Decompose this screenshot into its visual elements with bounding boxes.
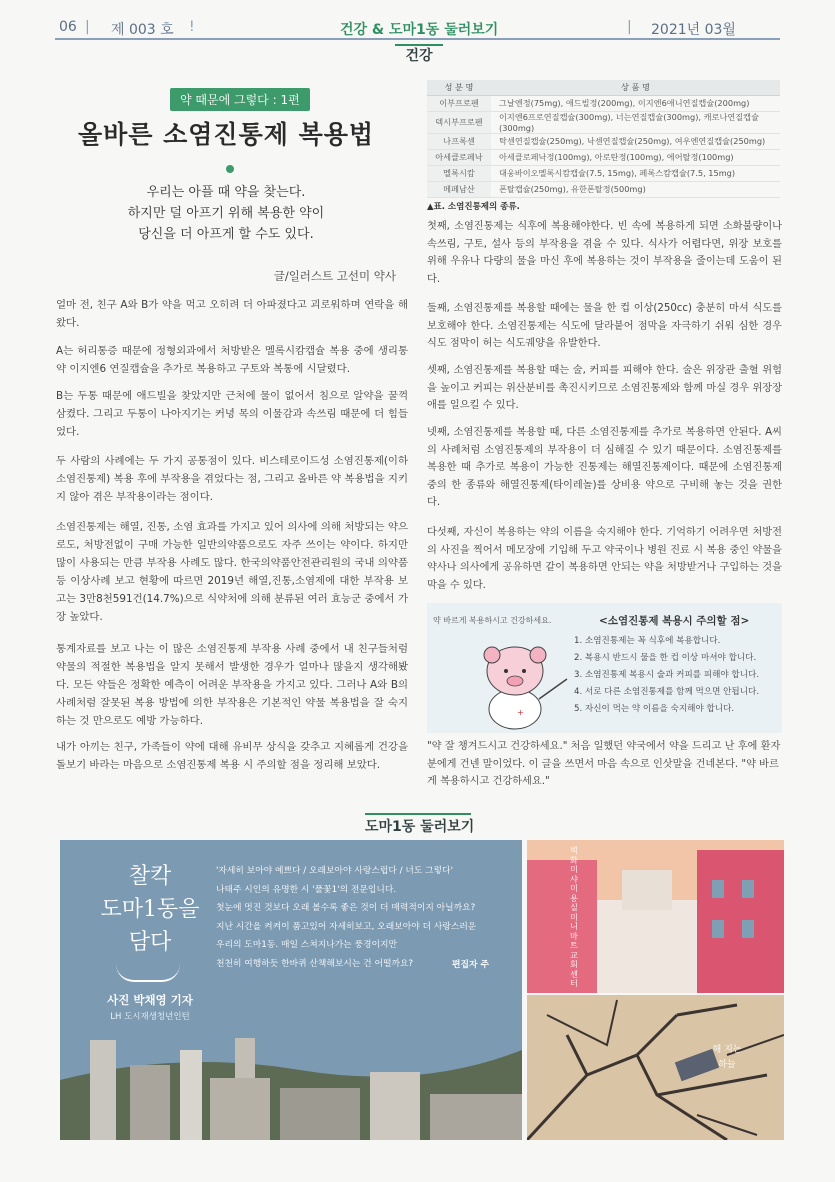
body-paragraph: 넷째, 소염진통제를 복용할 때, 다른 소염진통제를 추가로 복용하면 안된다. A씨의 사례처럼 소염진통제의 부작용이 더 심해질 수 있기 때문이다. 소염진통제를 복용한 때 추가로 복용이 가능한 진통제는 해열진통제이다. 때문에 소염진통제 중의 한 종류와 해열진통제(타이레놀)를 상비용 약으로 구비해 놓는 것을 권한다. (427, 427, 782, 509)
photo-essay-title (90, 860, 210, 959)
article-title: 올바른 소염진통제 복용법 (77, 120, 375, 149)
closing-paragraph: "약 잘 챙겨드시고 건강하세요." 처음 일했던 약국에서 약을 드리고 난 후에 환자분에게 건넨 말이었다. 이 글을 쓰면서 마음 속으로 인삿말을 건네본다. "약 바르게 복용하시고 건강하세요." (427, 741, 781, 788)
table-cell: 이부프로펜 (427, 95, 491, 111)
title-dot (226, 165, 234, 173)
body-paragraph: 내가 아끼는 친구, 가족들이 약에 대해 유비무 상식을 갖추고 지혜롭게 건강을 돌보기 바라는 마음으로 소염진통제 복용 시 주의할 점을 정리해 보았다. (56, 741, 408, 771)
table-cell: 탁센연질캡슐(250mg), 낙센연질캡슐(250mg), 여우엔연질캡슐(250mg) (491, 133, 780, 149)
body-paragraph: 둘째, 소염진통제를 복용할 때에는 물을 한 컵 이상(250cc) 충분히 마셔 식도를 보호해야 한다. 소염진통제는 식도에 달라붙어 점막을 자극하기 쉬워 심한 경우 식도 점막이 허는 식도궤양을 유발한다. (427, 303, 782, 350)
pharmacist-mascot-illustration (455, 629, 575, 731)
lead-line: 하지만 덜 아프기 위해 복용한 약이 (127, 206, 325, 221)
list-item: 1. 소염진통제는 꼭 식후에 복용합니다. (574, 636, 721, 646)
body-paragraph: 첫째, 소염진통제는 식후에 복용해야한다. 빈 속에 복용하게 되면 소화불량이나 속쓰림, 구토, 설사 등의 부작용을 겪을 수 있다. 식사가 어렵다면, 위장 보호를 위해 우유나 다량의 물을 마신 후에 복용하는 것이 부작용을 줄이는데 도움이 된다. (427, 221, 782, 285)
note-line: 천천히 여행하듯 한바퀴 산책해보시는 건 어떨까요? (216, 958, 414, 969)
list-item: 3. 소염진통제 복용시 술과 커피를 피해야 합니다. (574, 670, 760, 680)
body-paragraph: B는 두통 때문에 애드빌을 찾았지만 근처에 물이 없어서 침으로 알약을 꿀꺽 삼켰다. 그리고 두통이 나아지기는 커녕 목의 이물감과 속쓰림 때문에 더 힘들었다. (56, 390, 408, 438)
section-badge-health: 건강 (395, 44, 443, 66)
page-number: 06 (59, 19, 77, 35)
note-line: 나태주 시인의 유명한 시 '풀꽃1'의 전문입니다. (216, 884, 397, 895)
divider: | (85, 19, 90, 35)
city-skyline-photo (60, 1010, 522, 1140)
table-header-row (427, 80, 780, 95)
lead-line: 우리는 아플 때 약을 찾는다. (146, 185, 306, 200)
caution-box (427, 603, 782, 733)
editor-signature: 편집자 주 (452, 960, 490, 970)
list-item: 5. 자신이 먹는 약 이름을 숙지해야 합니다. (574, 704, 735, 714)
photo-caption: 해 지는 하늘 (712, 1045, 742, 1070)
table-row (427, 95, 780, 111)
list-item: 4. 서로 다른 소염진통제를 함께 먹으면 안됩니다. (574, 687, 760, 697)
body-paragraph: 통계자료를 보고 나는 이 많은 소염진통제 부작용 사례 중에서 내 친구들처럼 약물의 적절한 복용법을 알지 못해서 발생한 경우가 얼마나 많을지 생각해봤다. 모든 약들은 정확한 예측이 어려운 부작용을 가지고 있다. 그러나 A와 B의 사례처럼 잘못된 복용 방법에 의한 부작용은 기본적인 약물 복용법을 잘 숙지하는 것 만으로도 예방 가능하다. (56, 643, 408, 727)
title-line: 도마1동을 (100, 897, 200, 922)
nsaid-table (427, 80, 780, 198)
divider: ! (189, 19, 195, 35)
building-illustration (527, 840, 784, 993)
body-paragraph: 두 사람의 사례에는 두 가지 공통점이 있다. 비스테로이드성 소염진통제(이하 소염진통제) 복용 후에 부작용을 겪었다는 점, 그리고 올바른 약 복용법을 지키지 않아 겪은 부작용이라는 점이다. (56, 455, 408, 503)
caution-list (574, 633, 759, 718)
section-badge-domae: 도마1동 둘러보기 (365, 819, 475, 835)
table-row (427, 165, 780, 181)
table-cell: 멜록시캄 (427, 165, 491, 181)
table-cell: 아세클로페낙 (427, 149, 491, 165)
note-line: 첫눈에 멋진 것보다 오래 볼수록 좋은 것이 더 매력적이지 아닐까요? (216, 903, 476, 914)
issue-date: 2021년 03월 (651, 22, 736, 38)
table-cell: 이지엔6프로연질캡슐(300mg), 너는연질캡슐(300mg), 캐로나연질캡슐(300mg) (491, 111, 780, 133)
byline: 글/일러스트 고선미 약사 (273, 269, 396, 283)
body-paragraph: 얼마 전, 친구 A와 B가 약을 먹고 오히려 더 아파졌다고 괴로워하며 연락을 해왔다. (56, 299, 408, 329)
photo-vertical-caption: 벽화 미샤 미용실 미니 마트 교회 센터 (570, 845, 578, 988)
smile-decoration (116, 964, 180, 982)
table-row (427, 149, 780, 165)
page-header (55, 18, 780, 40)
note-line: 우리의 도마1동. 매일 스쳐지나가는 풍경이지만 (216, 940, 398, 951)
table-cell: 아세클로페낙정(100mg), 아로탄정(100mg), 에어탈정(100mg) (491, 149, 780, 165)
svg-text:+: + (517, 708, 524, 717)
table-cell: 그날엔정(75mg), 애드빌정(200mg), 이지엔6애니연질캡슐(200mg) (491, 95, 780, 111)
photo-essay-panel (60, 840, 522, 1140)
body-paragraph: 다섯째, 자신이 복용하는 약의 이름을 숙지해야 한다. 기억하기 어려우면 처방전의 사진을 찍어서 메모장에 기입해 두고 약국이나 병원 진료 시 복용 중인 약물을 약사나 의사에게 공유하면 같이 복용하면 안되는 약을 처방받거나 구입하는 것을 막을 수 있다. (427, 527, 782, 591)
table-cell: 나프록센 (427, 133, 491, 149)
body-paragraph: A는 허리통증 때문에 정형외과에서 처방받은 멜록시캄캡슐 복용 중에 생리통 약 이지엔6 연질캡슐을 추가로 복용하고 구토와 복통에 시달렸다. (56, 345, 408, 375)
title-line: 찰칵 (128, 864, 172, 889)
mascot-caption: 약 바르게 복용하시고 건강하세요. (433, 616, 552, 625)
list-item: 2. 복용시 반드시 물을 한 컵 이상 마셔야 합니다. (574, 653, 757, 663)
table-header: 성 분 명 (427, 80, 491, 95)
note-line: 지난 시간을 켜켜이 품고있어 자세히보고, 오래보아야 더 사랑스러운 (216, 921, 477, 932)
table-row (427, 111, 780, 133)
title-line: 담다 (128, 930, 172, 955)
body-paragraph: 셋째, 소염진통제를 복용할 때는 술, 커피를 피해야 한다. 술은 위장관 출혈 위험을 높이고 커피는 위산분비를 촉진시키므로 소염진통제와 함께 마실 경우 위장장애를 일으킬 수 있다. (427, 365, 782, 412)
table-cell: 메페남산 (427, 181, 491, 197)
table-cell: 대웅바이오멜록시캄캡슐(7.5, 15mg), 페록스캄캡슐(7.5, 15mg) (491, 165, 780, 181)
section-rule (365, 813, 471, 815)
table-header: 상 품 명 (491, 80, 780, 95)
lead-text (56, 182, 396, 245)
section-title: 건강 & 도마1동 둘러보기 (340, 22, 499, 38)
table-row (427, 181, 780, 197)
pink-building-photo (527, 840, 784, 993)
divider: | (627, 19, 632, 35)
issue-number: 제 003 호 (111, 22, 174, 38)
table-cell: 덱시부프로펜 (427, 111, 491, 133)
caution-title: <소염진통제 복용시 주의할 점> (599, 615, 750, 627)
table-caption: ▲표. 소염진통제의 종류. (427, 202, 520, 212)
table-cell: 폰탈캡슐(250mg), 유한폰탈정(500mg) (491, 181, 780, 197)
note-line: '자세히 보아야 예쁘다 / 오래보아야 사랑스럽다 / 너도 그렇다' (216, 866, 454, 876)
series-tag: 약 때문에 그렇다 : 1편 (170, 88, 310, 111)
photo-author: 사진 박채영 기자 (107, 993, 193, 1007)
sunset-branches-photo (527, 995, 784, 1140)
body-paragraph: 소염진통제는 해열, 진통, 소염 효과를 가지고 있어 의사에 의해 처방되는 약으로도, 처방전없이 구매 가능한 일반의약품으로도 자주 쓰이는 약이다. 하지만 많이 사용되는 만큼 부작용 사례도 많다. 한국의약품안전관리원의 국내 의약품등 이상사례 보고 현황에 따르면 2019년 해열,진통,소염제에 대한 부작용 보고는 3만8천591건(14.7%)으로 식약처에 의해 분류된 여러 효능군 중에서 가장 높았다. (56, 521, 408, 623)
table-row (427, 133, 780, 149)
photo-author-org: LH 도시재생청년인턴 (110, 1012, 190, 1022)
lead-line: 당신을 더 아프게 할 수도 있다. (138, 227, 314, 242)
